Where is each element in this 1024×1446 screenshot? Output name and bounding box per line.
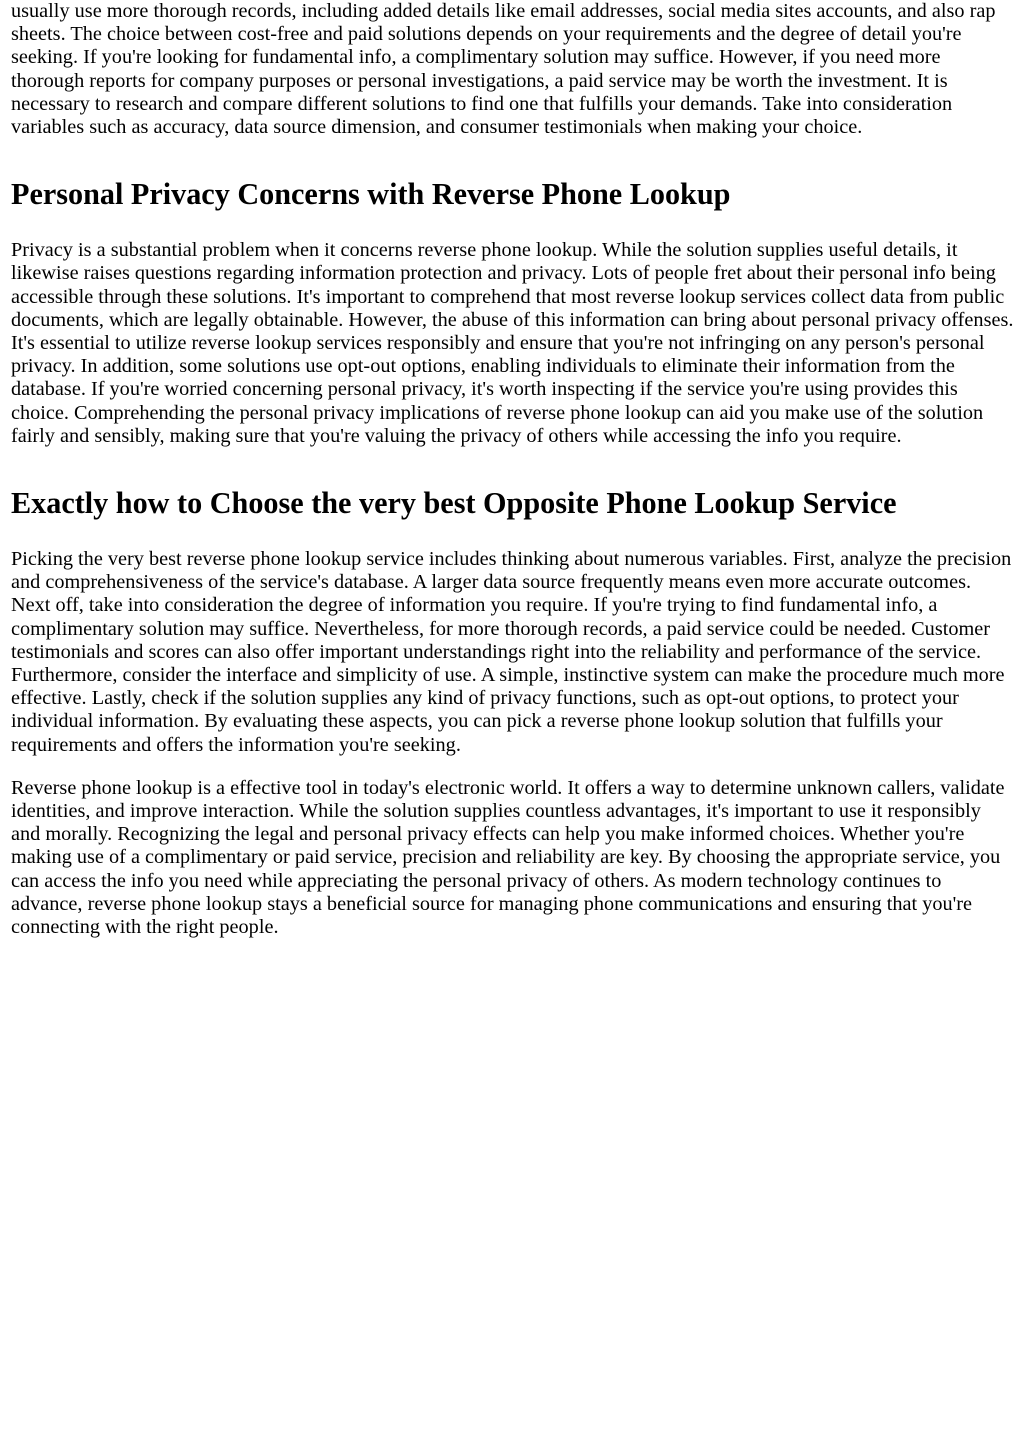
- section-paragraph-privacy: Privacy is a substantial problem when it concerns reverse phone lookup. While the solution supplies useful details, it likewise raises questions regarding information protection and privacy. Lots of people fret about their personal info being accessible through these solutions. It's important to comprehend that most reverse lookup services collect data from public documents, which are legally obtainable. However, the abuse of this information can bring about personal privacy offenses. It's essential to utilize reverse lookup services responsibly and ensure that you're not infringing on any person's personal privacy. In addition, some solutions use opt-out options, enabling individuals to eliminate their information from the database. If you're worried concerning personal privacy, it's worth inspecting if the service you're using provides this choice. Comprehending the personal privacy implications of reverse phone lookup can aid you make use of the solution fairly and sensibly, making sure that you're valuing the privacy of others while accessing the info you require.: [11, 239, 1014, 447]
- section-paragraph-choose-service: Picking the very best reverse phone lookup service includes thinking about numerous variables. First, analyze the precision and comprehensiveness of the service's database. A larger data source frequently means even more accurate outcomes. Next off, take into consideration the degree of information you require. If you're trying to find fundamental info, a complimentary solution may suffice. Nevertheless, for more thorough records, a paid service could be needed. Customer testimonials and scores can also offer important understandings right into the reliability and performance of the service. Furthermore, consider the interface and simplicity of use. A simple, instinctive system can make the procedure much more effective. Lastly, check if the solution supplies any kind of privacy functions, such as opt-out options, to protect your individual information. By evaluating these aspects, you can pick a reverse phone lookup solution that fulfills your requirements and offers the information you're seeking.: [11, 548, 1012, 756]
- closing-paragraph: Reverse phone lookup is a effective tool in today's electronic world. It offers a way to determine unknown callers, validate identities, and improve interaction. While the solution supplies countless advantages, it's important to use it responsibly and morally. Recognizing the legal and personal privacy effects can help you make informed choices. Whether you're making use of a complimentary or paid service, precision and reliability are key. By choosing the appropriate service, you can access the info you need while appreciating the personal privacy of others. As modern technology continues to advance, reverse phone lookup stays a beneficial source for managing phone communications and ensuring that you're connecting with the right people.: [11, 776, 1005, 939]
- intro-paragraph: usually use more thorough records, including added details like email addresses, social media sites accounts, and also rap sheets. The choice between cost-free and paid solutions depends on your requirements and the degree of detail you're seeking. If you're looking for fundamental info, a complimentary solution may suffice. However, if you need more thorough reports for company purposes or personal investigations, a paid service may be worth the investment. It is necessary to research and compare different solutions to find one that fulfills your demands. Take into consideration variables such as accuracy, data source dimension, and consumer testimonials when making your choice.: [11, 0, 996, 139]
- section-heading-privacy: Personal Privacy Concerns with Reverse Phone Lookup: [11, 177, 731, 212]
- section-heading-choose-service: Exactly how to Choose the very best Opposite Phone Lookup Service: [11, 486, 897, 521]
